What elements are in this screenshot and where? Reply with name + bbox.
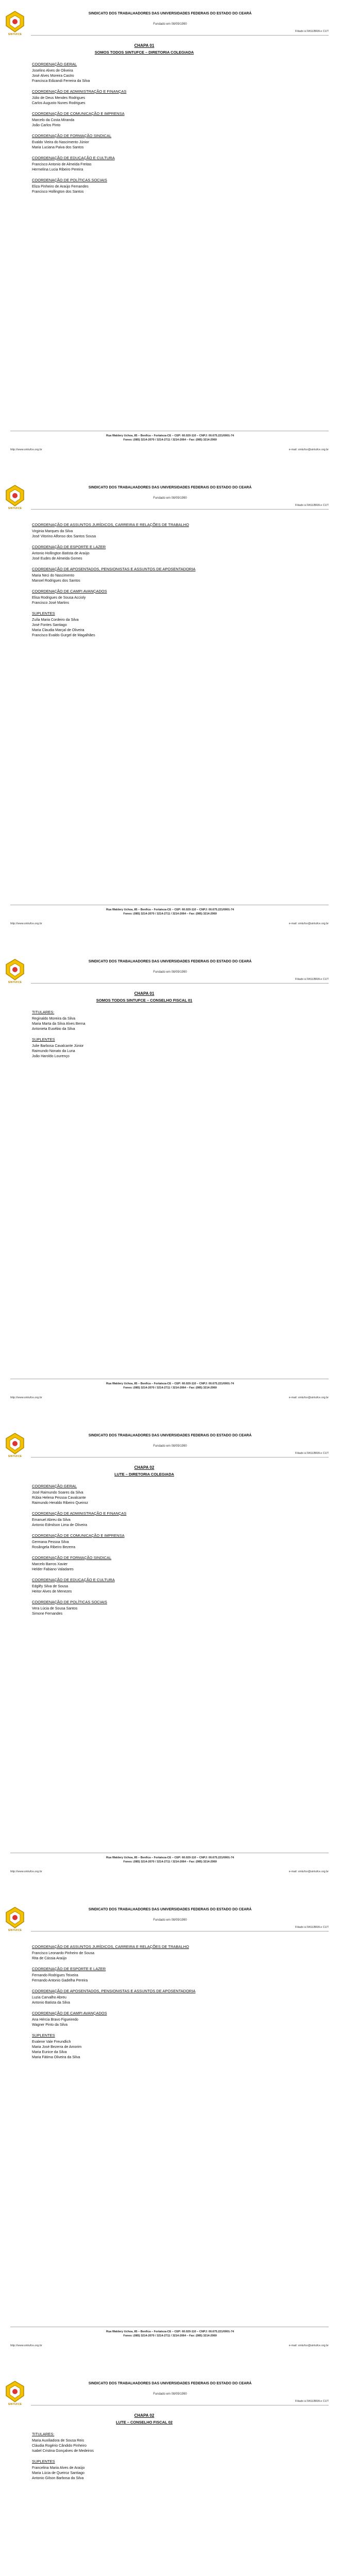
founded-date: Fundado em 08/09/1990 xyxy=(153,1919,187,1922)
website-link[interactable]: http://www.sintufce.org.br xyxy=(10,1396,42,1399)
member-name: Wagner Pinto da Silva xyxy=(32,2023,67,2027)
union-title: SINDICATO DOS TRABALHADORES DAS UNIVERSIDADES FEDERAIS DO ESTADO DO CEARÁ xyxy=(88,486,252,489)
email-text: e-mail: sintufce@sintufce.org.br xyxy=(289,922,329,925)
phones-line: Fones: (085) 3214-2070 / 3214-2711 / 3214-2064 – Fax: (085) 3214-2069 xyxy=(123,1860,217,1863)
member-name: Francelina Maria Alves de Araújo xyxy=(32,2466,85,2470)
member-name: Rúbia Helena Pessoa Cavalcante xyxy=(32,1496,86,1500)
document-page xyxy=(0,1422,339,1886)
member-name: Vera Lúcia de Sousa Santos xyxy=(32,1607,78,1611)
section-heading: COORDENAÇÃO DE ESPORTE E LAZER xyxy=(32,545,106,549)
page-content xyxy=(0,1465,339,1617)
member-name: Zuíla Maria Cordeiro da Silva xyxy=(32,618,79,622)
member-name: Simone Fernandes xyxy=(32,1612,63,1616)
page-content xyxy=(0,1939,339,2060)
logo-text: SINTUFCE xyxy=(8,507,22,510)
page-header xyxy=(0,1896,339,1939)
member-name: Francisca Edizandi Ferreira da Silva xyxy=(32,79,90,83)
member-name: Maria Luciana Paiva dos Santos xyxy=(32,146,84,149)
section-heading: TITULARES: xyxy=(32,1010,55,1014)
section-heading: COORDENAÇÃO GERAL xyxy=(32,1484,77,1488)
member-name: Maria Fátima Oliveira da Silva xyxy=(32,2056,80,2059)
member-name: Isabel Cristina Gonçalves de Medeiros xyxy=(32,2449,94,2453)
member-name: Júlio de Deus Mendes Rodrigues xyxy=(32,96,86,100)
member-name: Raimundo Nonato da Luna xyxy=(32,1049,75,1053)
filiation-text: Filiado à FASUBRA e CUT xyxy=(295,2400,329,2403)
member-name: Maria Marta da Silva Alves Berna xyxy=(32,1022,86,1026)
founded-date: Fundado em 08/09/1990 xyxy=(153,1445,187,1448)
header-divider xyxy=(31,35,329,36)
union-title: SINDICATO DOS TRABALHADORES DAS UNIVERSIDADES FEDERAIS DO ESTADO DO CEARÁ xyxy=(88,2382,252,2385)
member-name: Francisco José Martins xyxy=(32,601,69,605)
section-heading: COORDENAÇÃO DE EDUCAÇÃO E CULTURA xyxy=(32,1578,115,1582)
section-heading: COORDENAÇÃO DE ASSUNTOS JURÍDICOS, CARREIRA E RELAÇÕES DE TRABALHO xyxy=(32,522,189,527)
document-page xyxy=(0,0,339,464)
section-heading: TITULARES: xyxy=(32,2432,55,2436)
member-name: Reginaldo Moreira da Silva xyxy=(32,1017,76,1021)
member-name: João Haroldo Lourenço xyxy=(32,1055,70,1058)
member-name: Rosângela Ribeiro Bezerra xyxy=(32,1546,76,1549)
page-header xyxy=(0,2370,339,2413)
footer-address xyxy=(62,908,278,916)
member-name: Antonio Batista da Silva xyxy=(32,2001,70,2005)
member-name: José Alves Moreira Castro xyxy=(32,74,74,78)
member-name: Helder Fabiano Valadares xyxy=(32,1568,74,1571)
page-footer xyxy=(0,428,339,461)
logo-text: SINTUFCE xyxy=(8,33,22,36)
member-name: Fernando Rodrigues Teixeira xyxy=(32,1974,78,1977)
member-name: Evalene Vale Freundlich xyxy=(32,2040,71,2044)
footer-address xyxy=(62,2330,278,2338)
filiation-text: Filiado à FASUBRA e CUT xyxy=(295,978,329,981)
header-divider xyxy=(31,509,329,510)
chapa-title: LUTE – DIRETORIA COLEGIADA xyxy=(114,1472,174,1477)
page-header xyxy=(0,0,339,43)
page-footer xyxy=(0,1850,339,1883)
section-heading: COORDENAÇÃO DE ADMINISTRAÇÃO E FINANÇAS xyxy=(32,89,127,94)
document-page xyxy=(0,474,339,938)
member-name: Elisa Rodrigues de Sousa Accioly xyxy=(32,596,86,600)
page-footer xyxy=(0,902,339,935)
section-heading: COORDENAÇÃO DE COMUNICAÇÃO E IMPRENSA xyxy=(32,1533,125,1538)
chapa-title: LUTE – CONSELHO FISCAL 02 xyxy=(116,2420,173,2425)
sintufce-logo-icon xyxy=(5,958,25,982)
section-heading: COORDENAÇÃO DE APOSENTADOS, PENSIONISTAS E ASSUNTOS DE APOSENTADORIA xyxy=(32,1989,196,1993)
section-heading: SUPLENTES xyxy=(32,2459,55,2464)
section-heading: COORDENAÇÃO DE POLÍTICAS SOCIAIS xyxy=(32,1600,107,1604)
page-footer xyxy=(0,1376,339,1409)
member-name: Antonieta Eusébio da Silva xyxy=(32,1027,75,1031)
founded-date: Fundado em 08/09/1990 xyxy=(153,23,187,26)
founded-date: Fundado em 08/09/1990 xyxy=(153,2393,187,2396)
section-heading: COORDENAÇÃO DE CAMPI AVANÇADOS xyxy=(32,2011,107,2015)
member-name: José Fontes Santiago xyxy=(32,623,67,627)
logo-text: SINTUFCE xyxy=(8,981,22,984)
member-name: José Raimundo Soares da Silva xyxy=(32,1491,83,1495)
section-heading: COORDENAÇÃO DE COMUNICAÇÃO E IMPRENSA xyxy=(32,111,125,116)
filiation-text: Filiado à FASUBRA e CUT xyxy=(295,30,329,33)
member-name: Antonio Edmilson Lima de Oliveira xyxy=(32,1523,87,1527)
address-line: Rua Waldery Uchoa, 85 – Benfica – Fortaleza-CE – CEP: 60.020-110 – CNPJ: 00.675.221/0001-74 xyxy=(106,908,234,911)
member-name: Maria Eunice da Silva xyxy=(32,2050,67,2054)
phones-line: Fones: (085) 3214-2070 / 3214-2711 / 3214-2064 – Fax: (085) 3214-2069 xyxy=(123,1386,217,1389)
member-name: Maria Claudia Marçal de Oliveira xyxy=(32,629,84,632)
union-title: SINDICATO DOS TRABALHADORES DAS UNIVERSIDADES FEDERAIS DO ESTADO DO CEARÁ xyxy=(88,12,252,15)
union-title: SINDICATO DOS TRABALHADORES DAS UNIVERSIDADES FEDERAIS DO ESTADO DO CEARÁ xyxy=(88,1434,252,1437)
member-name: José Vitorino Alfonso dos Santos Sousa xyxy=(32,535,96,538)
logo-text: SINTUFCE xyxy=(8,2403,22,2406)
member-name: Eliza Pinheiro de Araújo Fernandes xyxy=(32,185,89,189)
phones-line: Fones: (085) 3214-2070 / 3214-2711 / 3214-2064 – Fax: (085) 3214-2069 xyxy=(123,2334,217,2337)
chapa-title: SOMOS TODOS SINTUFCE – DIRETORIA COLEGIADA xyxy=(94,50,194,55)
member-name: Ana Hércia Bravo Figueiredo xyxy=(32,2018,78,2022)
chapa-number: CHAPA 01 xyxy=(134,43,155,48)
page-header xyxy=(0,948,339,991)
email-text: e-mail: sintufce@sintufce.org.br xyxy=(289,1870,329,1873)
logo-text: SINTUFCE xyxy=(8,1929,22,1932)
union-title: SINDICATO DOS TRABALHADORES DAS UNIVERSIDADES FEDERAIS DO ESTADO DO CEARÁ xyxy=(88,960,252,963)
website-link[interactable]: http://www.sintufce.org.br xyxy=(10,448,42,451)
sintufce-logo-icon xyxy=(5,10,25,34)
section-heading: COORDENAÇÃO DE EDUCAÇÃO E CULTURA xyxy=(32,156,115,160)
member-name: Evaldo Vieira do Nascimento Júnior xyxy=(32,141,89,144)
section-heading: COORDENAÇÃO DE CAMPI AVANÇADOS xyxy=(32,589,107,594)
member-name: Francisco Hollington dos Santos xyxy=(32,190,84,194)
member-name: Marcelo Barros Xavier xyxy=(32,1563,68,1566)
header-divider xyxy=(31,1457,329,1458)
header-divider xyxy=(31,983,329,984)
member-name: Francisco Evaldo Gurgel de Magalhães xyxy=(32,634,95,637)
page-content xyxy=(0,2413,339,2481)
section-heading: COORDENAÇÃO DE APOSENTADOS, PENSIONISTAS E ASSUNTOS DE APOSENTADORIA xyxy=(32,567,196,571)
website-link[interactable]: http://www.sintufce.org.br xyxy=(10,2344,42,2347)
member-name: Joselino Alves de Oliveira xyxy=(32,69,73,73)
address-line: Rua Waldery Uchoa, 85 – Benfica – Fortaleza-CE – CEP: 60.020-110 – CNPJ: 00.675.221/0001-74 xyxy=(106,2330,234,2333)
founded-date: Fundado em 08/09/1990 xyxy=(153,497,187,500)
address-line: Rua Waldery Uchoa, 85 – Benfica – Fortaleza-CE – CEP: 60.020-110 – CNPJ: 00.675.221/0001-74 xyxy=(106,1382,234,1385)
member-name: Fernando Antonio Gadelha Pereira xyxy=(32,1979,88,1982)
member-name: Cláudia Rogério Cândido Pinheiro xyxy=(32,2444,87,2448)
member-name: Edglêy Silva de Sousa xyxy=(32,1585,69,1588)
address-line: Rua Waldery Uchoa, 85 – Benfica – Fortaleza-CE – CEP: 60.020-110 – CNPJ: 00.675.221/0001-74 xyxy=(106,1856,234,1859)
member-name: Maria Auxiliadora de Sousa Reis xyxy=(32,2439,84,2443)
page-header xyxy=(0,474,339,517)
footer-address xyxy=(62,1382,278,1390)
sintufce-logo-icon xyxy=(5,484,25,508)
filiation-text: Filiado à FASUBRA e CUT xyxy=(295,1452,329,1455)
section-heading: SUPLENTES xyxy=(32,611,55,616)
member-name: Julie Barbosa Cavalcante Júnior xyxy=(32,1044,84,1048)
chapa-title: SOMOS TODOS SINTUFCE – CONSELHO FISCAL 01 xyxy=(96,998,193,1003)
filiation-text: Filiado à FASUBRA e CUT xyxy=(295,1926,329,1929)
chapa-number: CHAPA 02 xyxy=(134,1465,155,1470)
filiation-text: Filiado à FASUBRA e CUT xyxy=(295,504,329,507)
section-heading: COORDENAÇÃO DE FORMAÇÃO SINDICAL xyxy=(32,133,112,138)
member-name: Raimundo Heraldo Ribeiro Queiroz xyxy=(32,1501,88,1505)
section-heading: COORDENAÇÃO GERAL xyxy=(32,62,77,66)
page-content xyxy=(0,517,339,638)
footer-address xyxy=(62,434,278,442)
page-content xyxy=(0,991,339,1059)
footer-address xyxy=(62,1856,278,1864)
page-content xyxy=(0,43,339,195)
member-name: Francisco Leonardo Pinheiro de Sousa xyxy=(32,1952,95,1955)
member-name: Carlos Augusto Nunes Rodrigues xyxy=(32,101,86,105)
logo-text: SINTUFCE xyxy=(8,1455,22,1458)
section-heading: SUPLENTES xyxy=(32,2033,55,2038)
member-name: Antonio Hollington Batista de Araújo xyxy=(32,552,90,555)
section-heading: COORDENAÇÃO DE POLÍTICAS SOCIAIS xyxy=(32,178,107,182)
page-header xyxy=(0,1422,339,1465)
phones-line: Fones: (085) 3214-2070 / 3214-2711 / 3214-2064 – Fax: (085) 3214-2069 xyxy=(123,438,217,442)
address-line: Rua Waldery Uchoa, 85 – Benfica – Fortaleza-CE – CEP: 60.020-110 – CNPJ: 00.675.221/0001-74 xyxy=(106,434,234,437)
website-link[interactable]: http://www.sintufce.org.br xyxy=(10,922,42,925)
phones-line: Fones: (085) 3214-2070 / 3214-2711 / 3214-2064 – Fax: (085) 3214-2069 xyxy=(123,912,217,916)
email-text: e-mail: sintufce@sintufce.org.br xyxy=(289,2344,329,2347)
section-heading: COORDENAÇÃO DE ESPORTE E LAZER xyxy=(32,1967,106,1971)
sintufce-logo-icon xyxy=(5,1906,25,1930)
member-name: Hermelina Lucia Ribeiro Pereira xyxy=(32,168,83,172)
member-name: José Eudes de Almeida Gomes xyxy=(32,557,82,561)
member-name: João Carlos Pinto xyxy=(32,124,61,127)
member-name: Germana Pessoa Silva xyxy=(32,1540,69,1544)
section-heading: SUPLENTES xyxy=(32,1037,55,1042)
chapa-number: CHAPA 01 xyxy=(134,991,155,996)
section-heading: COORDENAÇÃO DE FORMAÇÃO SINDICAL xyxy=(32,1555,112,1560)
section-heading: COORDENAÇÃO DE ADMINISTRAÇÃO E FINANÇAS xyxy=(32,1511,127,1516)
member-name: Marcelo da Costa Miranda xyxy=(32,118,75,122)
member-name: Antonio Gilson Barbosa da Silva xyxy=(32,2477,84,2480)
member-name: Virginia Marques da Silva xyxy=(32,530,73,533)
member-name: Heitor Alves de Menezes xyxy=(32,1590,72,1594)
founded-date: Fundado em 08/09/1990 xyxy=(153,971,187,974)
member-name: Luzia Carvalho Abreu xyxy=(32,1996,66,1999)
document-page xyxy=(0,2370,339,2576)
member-name: Emanuel Abreu da Silva xyxy=(32,1518,71,1522)
member-name: Maria José Bezerra de Amorim xyxy=(32,2045,82,2049)
email-text: e-mail: sintufce@sintufce.org.br xyxy=(289,1396,329,1399)
sintufce-logo-icon xyxy=(5,2380,25,2404)
page-footer xyxy=(0,2324,339,2357)
member-name: Francisco Antonio de Almeida Freitas xyxy=(32,163,92,166)
website-link[interactable]: http://www.sintufce.org.br xyxy=(10,1870,42,1873)
member-name: Rita de Cássia Araújo xyxy=(32,1957,67,1960)
member-name: Maria Neci do Nascimento xyxy=(32,574,75,578)
document-page xyxy=(0,1896,339,2360)
sintufce-logo-icon xyxy=(5,1432,25,1456)
member-name: Maria Lúcia de Queiroz Santiago xyxy=(32,2471,84,2475)
section-heading: COORDENAÇÃO DE ASSUNTOS JURÍDICOS, CARREIRA E RELAÇÕES DE TRABALHO xyxy=(32,1944,189,1949)
email-text: e-mail: sintufce@sintufce.org.br xyxy=(289,448,329,451)
chapa-number: CHAPA 02 xyxy=(134,2413,155,2418)
member-name: Manoel Rodrigues dos Santos xyxy=(32,579,80,583)
union-title: SINDICATO DOS TRABALHADORES DAS UNIVERSIDADES FEDERAIS DO ESTADO DO CEARÁ xyxy=(88,1908,252,1911)
document-page xyxy=(0,948,339,1412)
